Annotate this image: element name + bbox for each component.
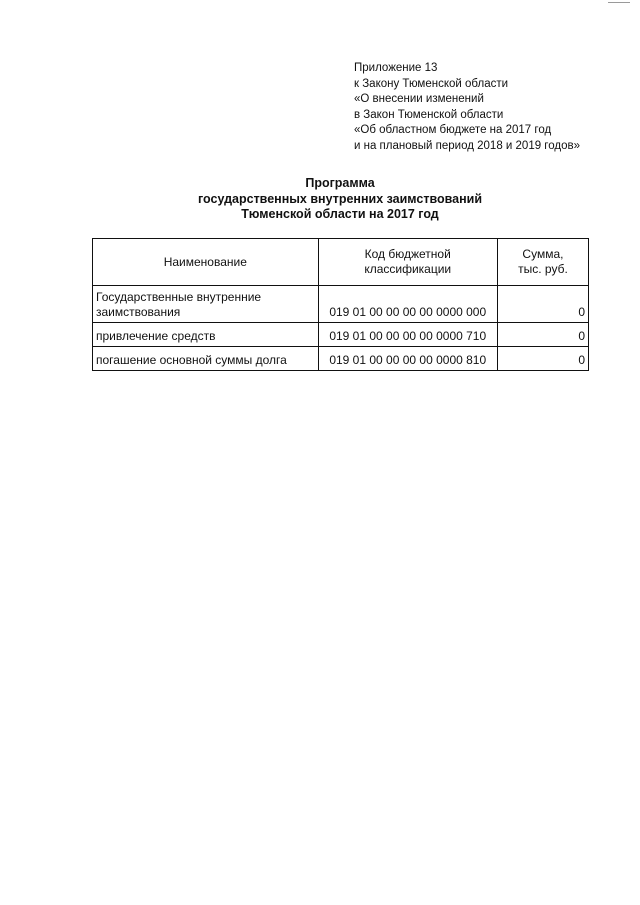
row-name-cell: Государственные внутренние заимствования (93, 286, 319, 323)
row-sum-cell: 0 (497, 286, 588, 323)
header-name-label: Наименование (163, 254, 247, 269)
row-sum-cell: 0 (497, 347, 588, 371)
document-title (0, 176, 640, 223)
header-code-line: Код бюджетной (364, 247, 451, 261)
appendix-line: к Закону Тюменской области (354, 77, 509, 90)
row-code-cell: 019 01 00 00 00 00 0000 710 (318, 323, 497, 347)
table-row (93, 323, 589, 347)
appendix-line: Приложение 13 (354, 62, 438, 74)
header-code (318, 239, 497, 286)
row-name-cell: погашение основной суммы долга (93, 347, 319, 371)
appendix-line: «О внесении изменений (354, 93, 484, 106)
title-line: Тюменской области на 2017 год (241, 207, 439, 221)
header-sum (497, 239, 588, 286)
appendix-line: «Об областном бюджете на 2017 год (354, 124, 552, 137)
row-code-cell: 019 01 00 00 00 00 0000 000 (318, 286, 497, 323)
appendix-line: в Закон Тюменской области (354, 108, 504, 121)
title-line: государственных внутренних заимствований (197, 191, 482, 206)
appendix-line: и на плановый период 2018 и 2019 годов» (354, 139, 580, 152)
row-sum-cell: 0 (497, 323, 588, 347)
row-name-cell: привлечение средств (93, 323, 319, 347)
header-name (93, 239, 319, 286)
table-row (93, 286, 589, 323)
scan-edge-mark (608, 2, 630, 3)
header-sum-line: Сумма, (522, 247, 564, 261)
title-line: Программа (305, 176, 375, 190)
header-code-line: классификации (364, 262, 452, 276)
table-row (93, 347, 589, 371)
header-sum-line: тыс. руб. (518, 262, 568, 276)
appendix-header (354, 61, 580, 155)
table-header-row (93, 239, 589, 286)
row-code-cell: 019 01 00 00 00 00 0000 810 (318, 347, 497, 371)
borrowing-table (92, 238, 589, 371)
